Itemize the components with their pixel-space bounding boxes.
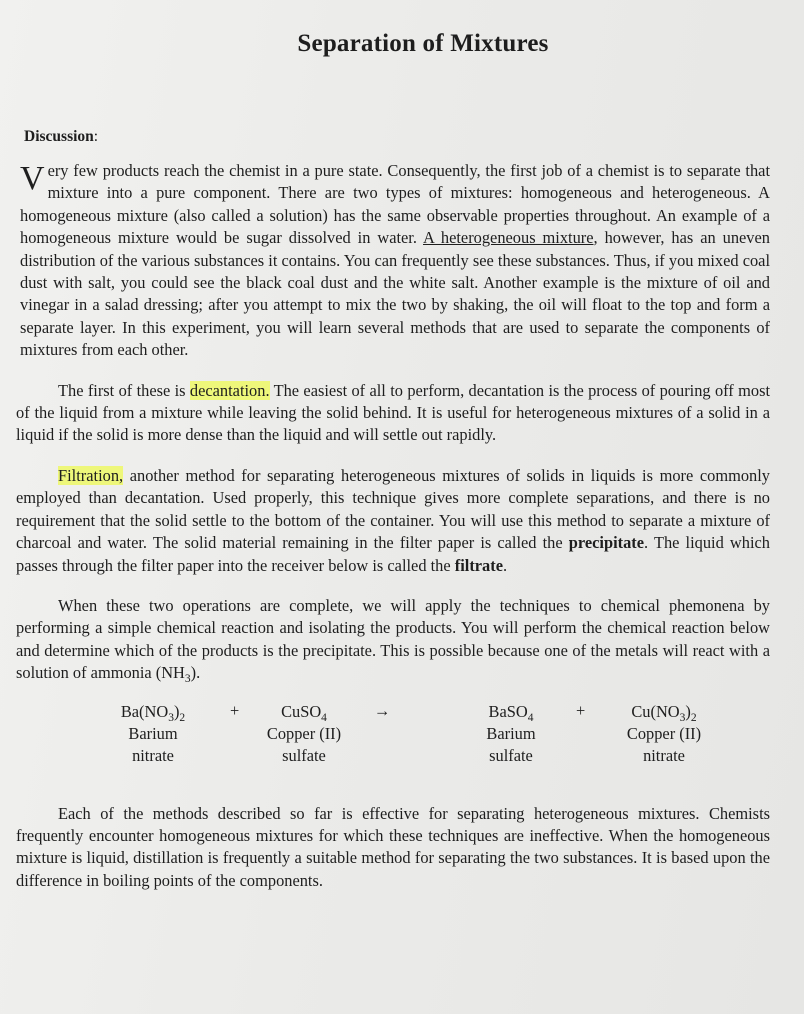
name-line-1: Barium [128, 723, 178, 743]
paragraph-filtration-text-3: . [502, 555, 508, 575]
name-line-2: sulfate [489, 745, 533, 765]
paragraph-distillation: Each of the methods described so far is effective for separating heterogeneous mixtures. Chemists frequently encounter homogeneous mixtures for which these techniques are ineffective. When the homogeneous mixture is liquid, distillation is frequently a suitable method for separating the two substances. It is based upon the difference in boiling points of the components. [16, 803, 770, 890]
product-barium-sulfate [456, 701, 566, 767]
paragraph-reaction [16, 595, 770, 685]
formula-ba-no3-2: $Ba(NO_3)_2$ [120, 701, 186, 724]
highlight-decantation: decantation. [189, 380, 270, 400]
formula-baso4: BaSO$_4$ [488, 701, 534, 724]
paragraph-reaction-text-2: ). [190, 663, 201, 683]
name-line-2: nitrate [643, 745, 685, 765]
formula-cuso4: CuSO$_4$ [281, 701, 327, 724]
underlined-phrase: A heterogeneous mixture [423, 228, 594, 248]
discussion-heading [24, 128, 770, 146]
paragraph-intro-text-1: ery few products reach the chemist in a pure state. Consequently, the first job of a chemist is to separate that mixture into a pure component. There are two types of mixtures: homogeneous and heterogeneous. A homogeneous mixture (also called a solution) has the same observable properties throughout. An example of a homogeneous mixture would be sugar dissolved in water. [20, 161, 770, 248]
paragraph-decantation-text-2: The easiest of all to perform, decantation is the process of pouring off most of the liquid from a mixture while leaving the solid behind. It is useful for heterogeneous mixtures of a solid in a liquid if the solid is more dense than the liquid and will settle out rapidly. [16, 380, 770, 445]
paragraph-decantation [16, 380, 770, 447]
formula-cu-no3-2: $Cu(NO_3)_2$ [631, 701, 697, 724]
paragraph-filtration-text-2: . The liquid which passes through the filter paper into the receiver below is called the [16, 533, 770, 575]
paragraph-intro [20, 160, 770, 362]
chemical-equation [16, 701, 770, 785]
reactant-barium-nitrate [98, 701, 208, 767]
discussion-heading-colon: : [93, 128, 99, 145]
paragraph-decantation-text-1: The first of these is [58, 380, 190, 400]
highlight-filtration: Filtration, [58, 465, 124, 485]
reaction-arrow: → [374, 700, 391, 720]
plus-sign: + [230, 700, 240, 720]
name-line-1: Copper (II) [626, 723, 702, 743]
name-line-2: nitrate [132, 745, 174, 765]
product-copper-nitrate [604, 701, 724, 767]
page-title: Separation of Mixtures [297, 30, 549, 57]
ammonia-subscript: 3 [184, 673, 191, 686]
name-line-1: Copper (II) [266, 723, 342, 743]
name-line-2: sulfate [282, 745, 326, 765]
paragraph-filtration-text-1: another method for separating heterogeneous mixtures of solids in liquids is more commonly employed than decantation. Used properly, this technique gives more complete separations, and there is no requirement that the solid settle to the bottom of the container. You will use this method to separate a mixture of charcoal and water. The solid material remaining in the filter paper is called the [16, 465, 770, 553]
drop-cap: V [20, 160, 45, 197]
name-line-1: Barium [486, 723, 536, 743]
discussion-heading-label: Discussion [24, 128, 94, 145]
paragraph-filtration [16, 465, 770, 577]
plus-sign: + [576, 700, 586, 720]
paragraph-intro-text-2: , however, has an uneven distribution of the various substances it contains. You can frequently see these substances. Thus, if you mixed coal dust with salt, you could see the black coal dust and the white salt. Another example is the mixture of oil and vinegar in a salad dressing; after you attempt to mix the two by shaking, the oil will float to the top and form a separate layer. In this experiment, you will learn several methods that are used to separate the components of mixtures from each other. [20, 228, 770, 360]
paragraph-reaction-text-1: When these two operations are complete, we will apply the techniques to chemical phemonena by performing a simple chemical reaction and isolating the products. You will perform the chemical reaction below and determine which of the products is the precipitate. This is possible because one of the metals will react with a solution of ammonia (NH [16, 595, 770, 683]
term-precipitate: precipitate [568, 533, 645, 553]
term-filtrate: filtrate [454, 555, 503, 575]
reactant-copper-sulfate [244, 701, 364, 767]
